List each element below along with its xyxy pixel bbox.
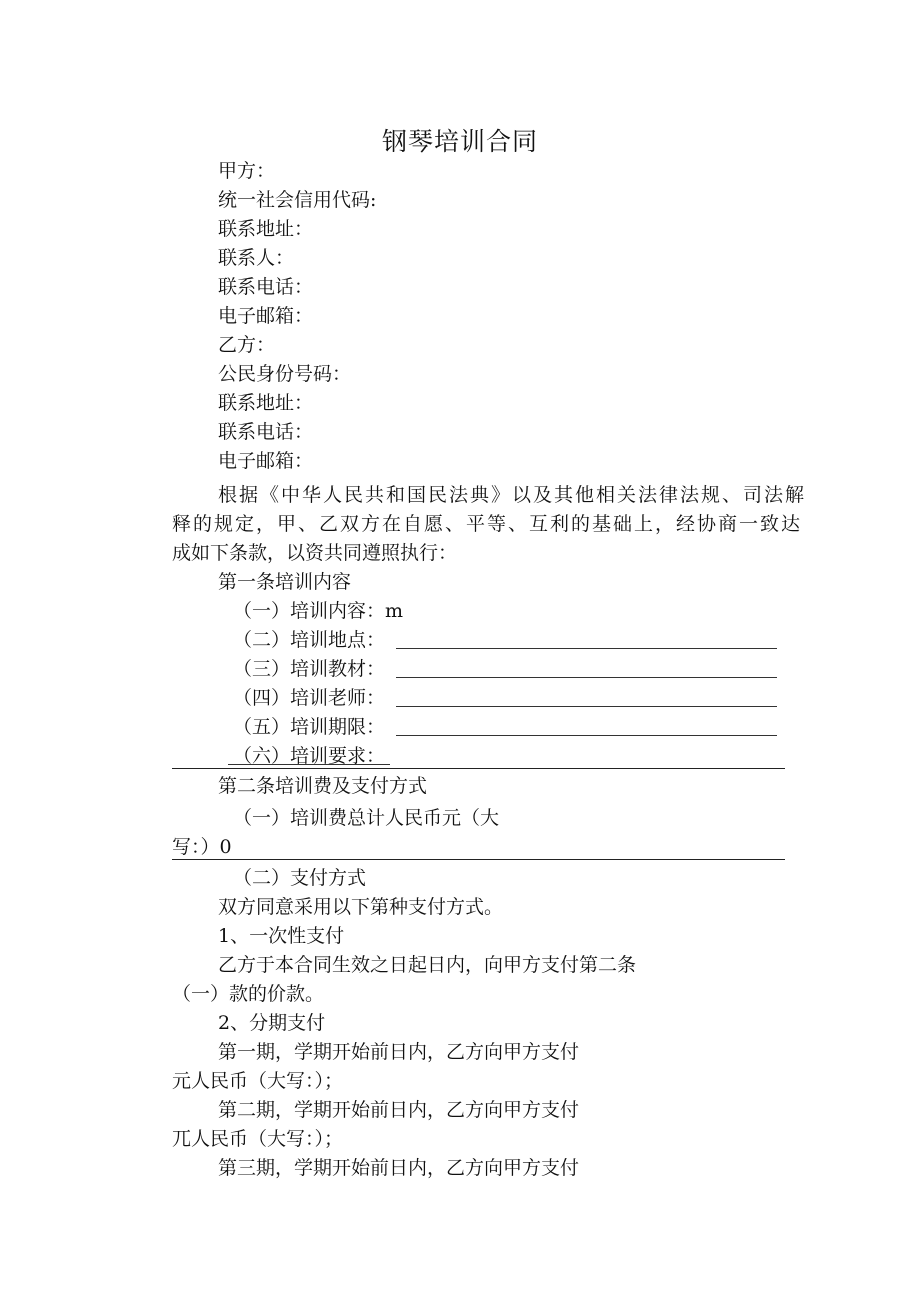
party-a-label: 甲方： — [218, 160, 276, 182]
period-1-line-1: 第一期，学期开始前日内，乙方向甲方支付 — [218, 1041, 580, 1063]
article-2-heading: 第二条培训费及支付方式 — [218, 775, 428, 797]
party-a-email-label: 电子邮箱： — [218, 305, 314, 327]
blank-underline — [396, 706, 777, 707]
article-1-item-5: （五）培训期限： — [233, 716, 386, 738]
party-a-phone-label: 联系电话： — [218, 276, 314, 298]
period-1-line-2: 元人民币（大写：）； — [172, 1070, 344, 1092]
payment-agreement-text: 双方同意采用以下第种支付方式。 — [218, 896, 504, 918]
period-2-line-1: 第二期，学期开始前日内，乙方向甲方支付 — [218, 1099, 580, 1121]
blank-underline — [396, 735, 777, 736]
fee-line-2: 写：）0 — [172, 836, 232, 858]
document-title: 钢琴培训合同 — [381, 127, 538, 156]
preamble-line-1: 根据《中华人民共和国民法典》以及其他相关法律法规、司法解 — [218, 484, 807, 506]
blank-underline — [396, 648, 777, 649]
article-1-item-3: （三）培训教材： — [233, 658, 386, 680]
period-3-line-1: 第三期，学期开始前日内，乙方向甲方支付 — [218, 1157, 580, 1179]
party-a-credit-code-label: 统一社会信用代码: — [218, 189, 377, 211]
party-b-id-label: 公民身份号码： — [218, 363, 352, 385]
horizontal-rule — [172, 768, 785, 769]
blank-underline — [396, 677, 777, 678]
article-1-item-1: （一）培训内容：m — [233, 600, 404, 622]
preamble-line-2: 释的规定，甲、乙双方在自愿、平等、互利的基础上，经协商一致达 — [172, 513, 803, 535]
party-b-phone-label: 联系电话： — [218, 421, 314, 443]
party-b-email-label: 电子邮箱： — [218, 450, 314, 472]
horizontal-rule — [172, 859, 785, 860]
party-a-address-label: 联系地址： — [218, 218, 314, 240]
payment-method-heading: （二）支付方式 — [233, 867, 367, 889]
fee-line-1: （一）培训费总计人民币元（大 — [233, 807, 500, 829]
article-1-heading: 第一条培训内容 — [218, 571, 352, 593]
installment-heading: 2、分期支付 — [218, 1012, 326, 1034]
period-2-line-2: 兀人民币（大写：）； — [172, 1128, 344, 1150]
article-1-item-6: （六）培训要求： — [233, 745, 386, 767]
article-1-item-4: （四）培训老师： — [233, 687, 386, 709]
lump-sum-line-2: （一）款的价款。 — [172, 983, 325, 1005]
lump-sum-heading: 1、一次性支付 — [218, 925, 345, 947]
lump-sum-line-1: 乙方于本合同生效之日起日内，向甲方支付第二条 — [218, 954, 637, 976]
party-b-address-label: 联系地址： — [218, 392, 314, 414]
blank-underline — [228, 764, 390, 765]
article-1-item-2: （二）培训地点： — [233, 629, 386, 651]
preamble-line-3: 成如下条款，以资共同遵照执行： — [172, 542, 458, 564]
party-b-label: 乙方： — [218, 334, 276, 356]
party-a-contact-label: 联系人： — [218, 247, 295, 269]
